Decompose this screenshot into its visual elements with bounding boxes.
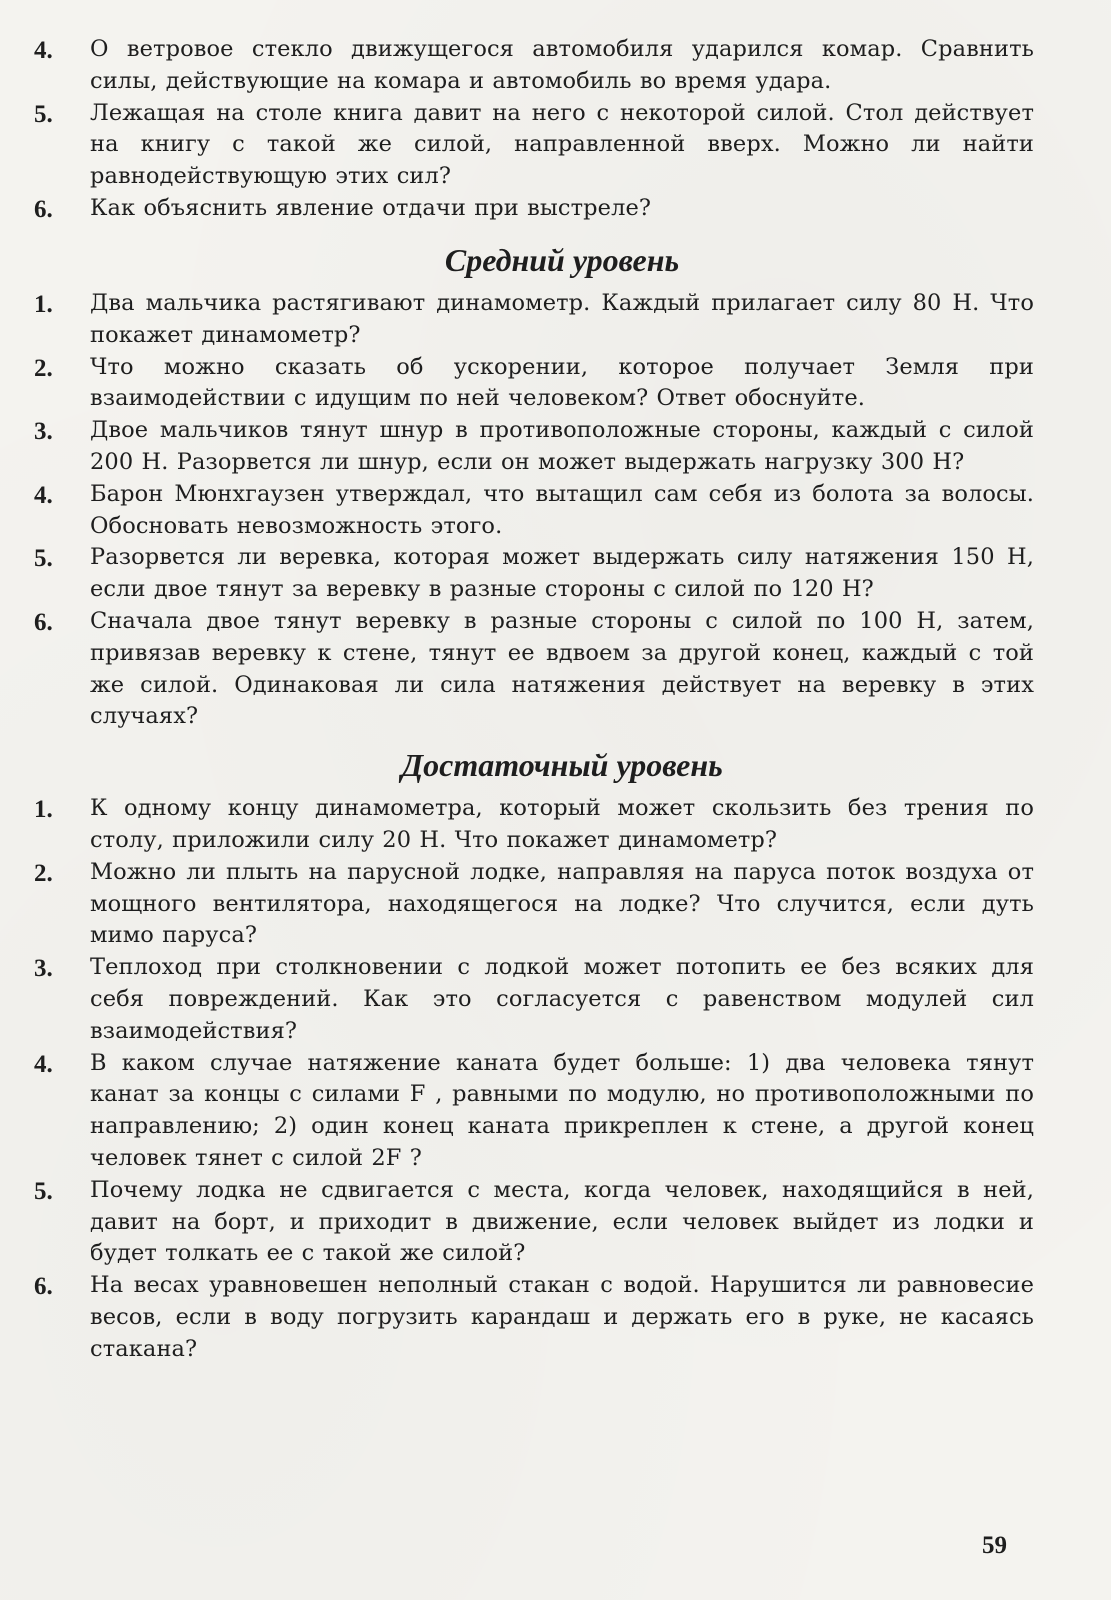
sufficient-level-list bbox=[34, 793, 1034, 1365]
top-items-list bbox=[34, 34, 1034, 226]
item-text: Почему лодка не сдвигается с места, когда человек, находящийся в ней, давит на борт, и приходит в движение, если человек выйдет из лодки и будет толкать ее с такой же силой? bbox=[90, 1176, 1034, 1267]
item-number: 4. bbox=[34, 481, 53, 509]
list-item bbox=[34, 352, 1034, 416]
item-text: Сначала двое тянут веревку в разные стороны с силой по 100 Н, затем, привязав веревку к стене, тянут ее вдвоем за другой конец, каждый с той же силой. Одинаковая ли сила натяжения действует на веревку в этих случаях? bbox=[90, 607, 1034, 730]
item-text: Что можно сказать об ускорении, которое получает Земля при взаимодействии с идущим по ней человеком? Ответ обоснуйте. bbox=[90, 353, 1034, 412]
item-number: 4. bbox=[34, 37, 53, 64]
list-item bbox=[34, 857, 1034, 952]
item-text: Теплоход при столкновении с лодкой может потопить ее без всяких для себя повреждений. Как это согласуется с равенством модулей сил взаимодействия? bbox=[90, 954, 1034, 1044]
list-item bbox=[34, 415, 1034, 479]
item-number: 4. bbox=[34, 1050, 53, 1078]
list-item bbox=[34, 98, 1034, 193]
list-item bbox=[34, 193, 1034, 226]
item-number: 6. bbox=[34, 608, 53, 636]
item-number: 2. bbox=[34, 354, 53, 382]
item-number: 1. bbox=[34, 290, 53, 318]
list-item bbox=[34, 542, 1034, 606]
list-item bbox=[34, 1175, 1034, 1270]
item-text: Можно ли плыть на парусной лодке, направляя на паруса поток воздуха от мощного вентилятора, находящегося на лодке? Что случится, если дуть мимо паруса? bbox=[90, 858, 1034, 949]
item-text: Два мальчика растягивают динамометр. Каждый прилагает силу 80 Н. Что покажет динамометр? bbox=[90, 289, 1034, 348]
item-number: 3. bbox=[34, 418, 53, 446]
item-text: Лежащая на столе книга давит на него с некоторой силой. Стол действует на книгу с такой же силой, направленной вверх. Можно ли найти равнодействующую этих сил? bbox=[90, 99, 1034, 190]
list-item bbox=[34, 288, 1034, 352]
item-number: 3. bbox=[34, 955, 53, 983]
item-text: О ветровое стекло движущегося автомобиля ударился комар. Сравнить силы, действующие на комара и автомобиль во время удара. bbox=[90, 36, 1034, 94]
list-item bbox=[34, 1048, 1034, 1175]
list-item bbox=[34, 606, 1034, 733]
page-content bbox=[34, 34, 1034, 1365]
section-title-sufficient-level: Достаточный уровень bbox=[401, 747, 723, 784]
page-number: 59 bbox=[982, 1532, 1007, 1559]
list-item bbox=[34, 952, 1034, 1047]
list-item bbox=[34, 34, 1034, 98]
item-number: 5. bbox=[34, 100, 53, 128]
item-text: В каком случае натяжение каната будет больше: 1) два человека тянут канат за концы с силами F , равными по модулю, но противоположными по направлению; 2) один конец каната прикреплен к стене, а другой конец человек тянет с силой 2F ? bbox=[90, 1049, 1034, 1171]
item-text: На весах уравновешен неполный стакан с водой. Нарушится ли равновесие весов, если в воду погрузить карандаш и держать его в руке, не касаясь стакана? bbox=[90, 1272, 1034, 1362]
middle-level-list bbox=[34, 288, 1034, 733]
item-number: 6. bbox=[34, 195, 53, 223]
section-title-middle-level: Средний уровень bbox=[444, 241, 680, 278]
item-number: 5. bbox=[34, 545, 53, 573]
item-number: 2. bbox=[34, 859, 53, 887]
list-item bbox=[34, 793, 1034, 857]
list-item bbox=[34, 1270, 1034, 1365]
item-text: Как объяснить явление отдачи при выстреле? bbox=[90, 194, 652, 221]
item-number: 6. bbox=[34, 1273, 53, 1301]
item-text: Барон Мюнхгаузен утверждал, что вытащил сам себя из болота за волосы. Обосновать невозможность этого. bbox=[90, 480, 1034, 539]
list-item bbox=[34, 479, 1034, 543]
item-text: Разорвется ли веревка, которая может выдержать силу натяжения 150 Н, если двое тянут за веревку в разные стороны с силой по 120 Н? bbox=[90, 544, 1034, 603]
item-text: Двое мальчиков тянут шнур в противоположные стороны, каждый с силой 200 Н. Разорвется ли шнур, если он может выдержать нагрузку 300 Н? bbox=[90, 417, 1034, 475]
item-text: К одному концу динамометра, который может скользить без трения по столу, приложили силу 20 Н. Что покажет динамометр? bbox=[90, 795, 1034, 853]
item-number: 5. bbox=[34, 1177, 53, 1205]
item-number: 1. bbox=[34, 796, 53, 824]
